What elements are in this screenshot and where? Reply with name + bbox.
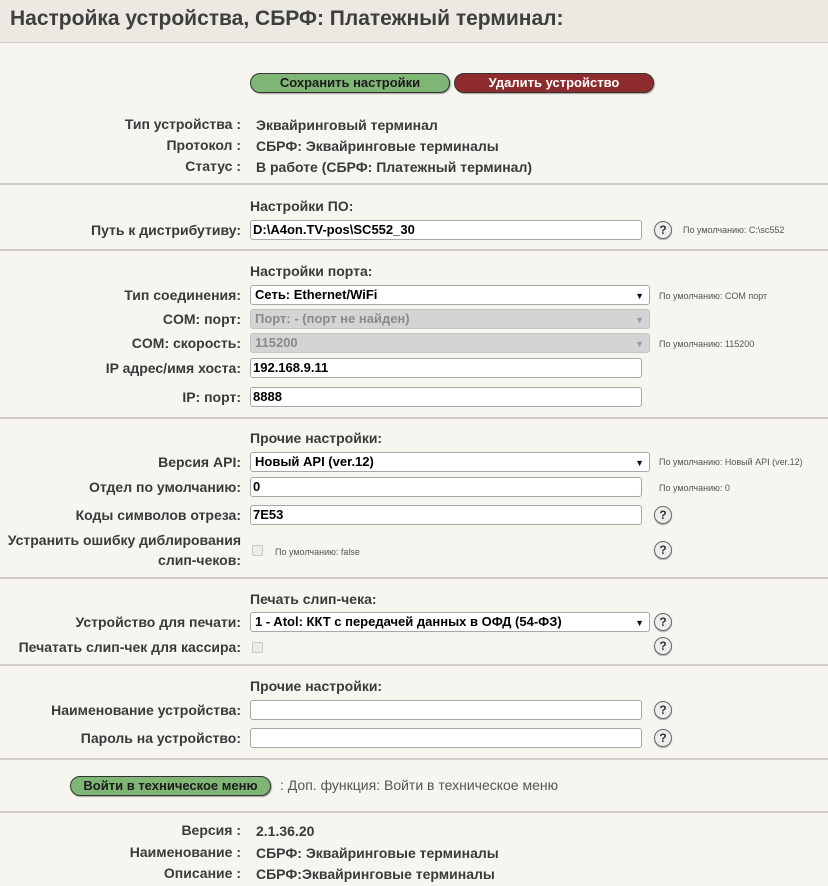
ip-host-input[interactable]: 192.168.9.11 (250, 358, 642, 378)
com-speed-select (250, 333, 650, 353)
default-dept-label: Отдел по умолчанию: (88, 479, 241, 495)
divider (0, 577, 828, 579)
connection-type-default: По умолчанию: COM порт (659, 291, 768, 301)
name-label: Наименование : (129, 844, 241, 860)
print-section-title: Печать слип-чека: (250, 591, 377, 607)
version-label: Версия : (181, 822, 241, 838)
print-device-value: 1 - Atol: ККТ с передачей данных в ОФД (54-ФЗ) (255, 614, 562, 629)
version-value: 2.1.36.20 (256, 823, 315, 839)
description-label: Описание : (163, 865, 241, 881)
chevron-down-icon: ▼ (635, 458, 644, 468)
software-section-title: Настройки ПО: (250, 198, 354, 214)
distrib-path-label: Путь к дистрибутиву: (91, 222, 241, 238)
tech-menu-button[interactable]: Войти в техническое меню (70, 776, 271, 796)
help-icon[interactable]: ? (654, 221, 672, 239)
chevron-down-icon: ▼ (635, 618, 644, 628)
page-title: Настройка устройства, СБРФ: Платежный терминал: (10, 7, 564, 30)
ip-host-label: IP адрес/имя хоста: (105, 360, 241, 376)
divider (0, 811, 828, 813)
print-cashier-checkbox[interactable] (252, 642, 263, 653)
protocol-value: СБРФ: Эквайринговые терминалы (256, 138, 499, 154)
help-icon[interactable]: ? (654, 613, 672, 631)
chevron-down-icon: ▼ (635, 315, 644, 325)
divider (0, 249, 828, 251)
ip-port-input[interactable]: 8888 (250, 387, 642, 407)
extra-function-text: : Доп. функция: Войти в техническое меню (280, 777, 559, 793)
status-value: В работе (СБРФ: Платежный терминал) (256, 159, 533, 175)
connection-type-label: Тип соединения: (124, 287, 241, 303)
page-header (0, 0, 828, 43)
help-icon[interactable]: ? (654, 701, 672, 719)
chevron-down-icon: ▼ (635, 339, 644, 349)
divider (0, 664, 828, 666)
print-device-select[interactable] (250, 612, 650, 632)
com-speed-label: COM: скорость: (131, 335, 241, 351)
protocol-label: Протокол : (166, 137, 241, 153)
api-version-label: Версия API: (158, 454, 241, 470)
api-version-select[interactable] (250, 452, 650, 472)
delete-device-button[interactable]: Удалить устройство (454, 73, 654, 93)
print-device-label: Устройство для печати: (75, 614, 241, 630)
name-value: СБРФ: Эквайринговые терминалы (256, 845, 499, 861)
help-icon[interactable]: ? (654, 637, 672, 655)
help-icon[interactable]: ? (654, 729, 672, 747)
dup-fix-label-line2: слип-чеков: (158, 552, 241, 568)
device-name-label: Наименование устройства: (51, 702, 241, 718)
com-speed-default: По умолчанию: 115200 (659, 339, 755, 349)
other-section-title: Прочие настройки: (250, 430, 383, 446)
default-dept-input[interactable]: 0 (250, 477, 642, 497)
other2-section-title: Прочие настройки: (250, 678, 383, 694)
ip-port-label: IP: порт: (182, 389, 241, 405)
device-password-label: Пароль на устройство: (80, 730, 241, 746)
api-version-default: По умолчанию: Новый API (ver.12) (659, 457, 803, 467)
description-value: СБРФ:Эквайринговые терминалы (256, 866, 495, 882)
dup-fix-default: По умолчанию: false (275, 547, 360, 557)
divider (0, 183, 828, 185)
device-name-input[interactable] (250, 700, 642, 720)
help-icon[interactable]: ? (654, 506, 672, 524)
dup-fix-label-line1: Устранить ошибку диблирования (7, 532, 241, 548)
com-port-select (250, 309, 650, 329)
api-version-value: Новый API (ver.12) (255, 454, 374, 469)
device-password-input[interactable] (250, 728, 642, 748)
default-dept-default: По умолчанию: 0 (659, 483, 730, 493)
cut-codes-label: Коды символов отреза: (75, 507, 241, 523)
print-cashier-label: Печатать слип-чек для кассира: (18, 639, 241, 655)
divider (0, 417, 828, 419)
port-section-title: Настройки порта: (250, 263, 373, 279)
connection-type-select[interactable] (250, 285, 650, 305)
status-label: Статус : (185, 158, 241, 174)
com-speed-value: 115200 (255, 335, 298, 350)
help-icon[interactable]: ? (654, 541, 672, 559)
com-port-label: COM: порт: (162, 311, 241, 327)
connection-type-value: Сеть: Ethernet/WiFi (255, 287, 378, 302)
chevron-down-icon: ▼ (635, 291, 644, 301)
device-type-value: Эквайринговый терминал (256, 117, 438, 133)
cut-codes-input[interactable]: 7E53 (250, 505, 642, 525)
distrib-path-default: По умолчанию: C:\sc552 (683, 225, 785, 235)
divider (0, 758, 828, 760)
device-type-label: Тип устройства : (124, 116, 241, 132)
com-port-value: Порт: - (порт не найден) (255, 311, 410, 326)
save-settings-button[interactable]: Сохранить настройки (250, 73, 450, 93)
dup-fix-checkbox[interactable] (252, 545, 263, 556)
distrib-path-input[interactable]: D:\A4on.TV-pos\SC552_30 (250, 220, 642, 240)
